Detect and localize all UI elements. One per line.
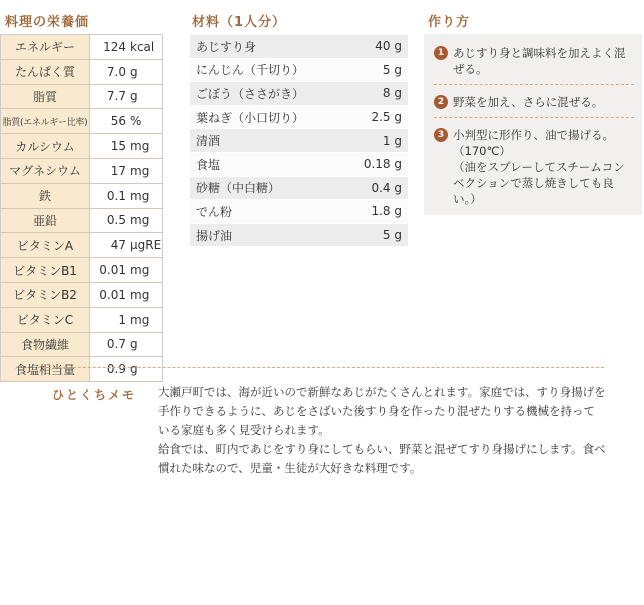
ingredient-amount: 0.18 g xyxy=(363,157,402,172)
nutrient-value: 1 xyxy=(118,312,126,327)
nutrition-row xyxy=(1,183,163,208)
ingredient-name: でん粉 xyxy=(196,204,233,219)
nutrient-value-cell xyxy=(90,282,163,307)
nutrition-row xyxy=(1,35,163,60)
nutrient-value: 15 xyxy=(110,139,126,154)
ingredient-name: あじすり身 xyxy=(196,39,257,54)
ingredient-amount: 40 g xyxy=(375,39,402,54)
nutrition-row xyxy=(1,357,163,382)
memo-label: ひとくちメモ xyxy=(52,388,137,402)
nutrition-row xyxy=(1,208,163,233)
nutrient-value: 124 xyxy=(103,39,126,54)
step-text: 野菜を加え、さらに混ぜる。 xyxy=(453,95,604,109)
nutrient-unit: mg xyxy=(130,139,150,154)
nutrient-value: 0.01 xyxy=(99,287,126,302)
nutrient-label: 食塩相当量 xyxy=(1,357,90,382)
nutrient-label: 亜鉛 xyxy=(1,208,90,233)
nutrient-unit: kcal xyxy=(130,39,155,54)
step-number-icon: 3 xyxy=(434,128,448,142)
nutrient-value: 7.7 xyxy=(106,89,126,104)
method-box xyxy=(424,34,642,215)
memo-paragraph: 給食では、町内であじをすり身にしてもらい、野菜と混ぜてすり身揚げにします。食べ慣れた味なので、児童・生徒が大好きな料理です。 xyxy=(158,442,606,475)
nutrient-value-cell xyxy=(90,84,163,109)
nutrient-value-cell xyxy=(90,307,163,332)
section-divider xyxy=(38,367,604,368)
nutrient-unit: g xyxy=(130,64,138,79)
ingredient-row xyxy=(190,106,408,130)
nutrition-table xyxy=(0,34,163,382)
ingredient-name: ごぼう（ささがき） xyxy=(196,86,305,101)
ingredient-name: 揚げ油 xyxy=(196,228,233,243)
ingredient-amount: 5 g xyxy=(382,62,402,77)
nutrition-row xyxy=(1,109,163,134)
nutrient-label: 脂質 xyxy=(1,84,90,109)
nutrient-value-cell xyxy=(90,109,163,134)
nutrient-label: 脂質(エネルギー比率) xyxy=(1,109,90,134)
nutrient-value: 47 xyxy=(110,238,126,253)
nutrient-unit: mg xyxy=(130,312,150,327)
nutrient-label: 食物繊維 xyxy=(1,332,90,357)
ingredients-list xyxy=(190,35,408,247)
nutrient-value-cell xyxy=(90,59,163,84)
ingredient-amount: 2.5 g xyxy=(371,110,402,125)
nutrient-label: ビタミンA xyxy=(1,233,90,258)
nutrition-row xyxy=(1,84,163,109)
ingredients-heading: 材料（1人分） xyxy=(192,15,287,30)
nutrient-unit: mg xyxy=(130,287,150,302)
nutrient-label: たんぱく質 xyxy=(1,59,90,84)
nutrient-label: マグネシウム xyxy=(1,158,90,183)
nutrition-row xyxy=(1,282,163,307)
nutrient-value-cell xyxy=(90,35,163,60)
ingredient-amount: 5 g xyxy=(382,228,402,243)
nutrient-value: 7.0 xyxy=(106,64,126,79)
ingredient-name: 清酒 xyxy=(196,134,221,149)
nutrient-unit: g xyxy=(130,337,138,352)
nutrient-value-cell xyxy=(90,183,163,208)
ingredient-row xyxy=(190,224,408,248)
memo-paragraph: 大瀬戸町では、海が近いので新鮮なあじがたくさんとれます。家庭では、すり身揚げを手作りできるように、あじをさばいた後すり身を作ったり混ぜたりする機械を持っている家庭も多く見受けられます。 xyxy=(158,385,606,437)
nutrient-unit: mg xyxy=(130,188,150,203)
ingredient-row xyxy=(190,153,408,177)
ingredient-name: 砂糖（中白糖） xyxy=(196,181,281,196)
nutrient-label: 鉄 xyxy=(1,183,90,208)
nutrient-label: ビタミンC xyxy=(1,307,90,332)
nutrient-value-cell xyxy=(90,258,163,283)
nutrient-value-cell xyxy=(90,134,163,159)
nutrition-row xyxy=(1,158,163,183)
nutrient-unit: g xyxy=(130,89,138,104)
nutrient-value-cell xyxy=(90,357,163,382)
step-text: あじすり身と調味料を加えよく混ぜる。 xyxy=(453,46,626,76)
ingredient-name: 葉ねぎ（小口切り） xyxy=(196,110,305,125)
nutrition-row xyxy=(1,233,163,258)
nutrient-value-cell xyxy=(90,332,163,357)
nutrient-value: 17 xyxy=(110,163,126,178)
nutrient-label: エネルギー xyxy=(1,35,90,60)
nutrient-unit: mg xyxy=(130,163,150,178)
method-step xyxy=(434,84,634,117)
nutrient-value: 0.1 xyxy=(106,188,126,203)
ingredient-amount: 0.4 g xyxy=(371,180,402,195)
ingredient-amount: 1.8 g xyxy=(371,204,402,219)
nutrient-label: ビタミンB2 xyxy=(1,282,90,307)
step-number-icon: 1 xyxy=(434,46,448,60)
nutrient-value: 0.01 xyxy=(99,263,126,278)
nutrient-value-cell xyxy=(90,158,163,183)
ingredient-row xyxy=(190,177,408,201)
ingredient-name: 食塩 xyxy=(196,157,221,172)
method-heading: 作り方 xyxy=(428,15,471,30)
ingredient-amount: 1 g xyxy=(382,133,402,148)
nutrition-row xyxy=(1,134,163,159)
nutrition-row xyxy=(1,258,163,283)
ingredient-row xyxy=(190,82,408,106)
nutrition-row xyxy=(1,332,163,357)
ingredient-row xyxy=(190,59,408,83)
ingredient-row xyxy=(190,129,408,153)
method-step xyxy=(434,41,634,84)
nutrition-heading: 料理の栄養価 xyxy=(5,15,90,30)
nutrient-value-cell xyxy=(90,233,163,258)
nutrient-value: 56 xyxy=(110,114,126,129)
nutrient-label: カルシウム xyxy=(1,134,90,159)
nutrient-unit: g xyxy=(130,362,138,377)
nutrient-unit: μgRE xyxy=(130,238,162,253)
nutrition-row xyxy=(1,307,163,332)
nutrient-unit: mg xyxy=(130,263,150,278)
nutrient-unit: mg xyxy=(130,213,150,228)
ingredient-amount: 8 g xyxy=(382,86,402,101)
nutrient-unit: % xyxy=(130,114,142,129)
nutrient-value: 0.9 xyxy=(106,362,126,377)
nutrient-value-cell xyxy=(90,208,163,233)
step-number-icon: 2 xyxy=(434,95,448,109)
memo-text xyxy=(158,383,606,478)
nutrient-label: ビタミンB1 xyxy=(1,258,90,283)
nutrient-value: 0.5 xyxy=(106,213,126,228)
ingredient-row xyxy=(190,35,408,59)
ingredient-name: にんじん（千切り） xyxy=(196,63,305,78)
nutrient-value: 0.7 xyxy=(106,337,126,352)
step-text: 小判型に形作り、油で揚げる。（170℃） （油をスプレーしてスチームコンベクションで蒸し焼きしても良い。） xyxy=(453,128,625,206)
method-step xyxy=(434,117,634,214)
nutrition-row xyxy=(1,59,163,84)
ingredient-row xyxy=(190,200,408,224)
